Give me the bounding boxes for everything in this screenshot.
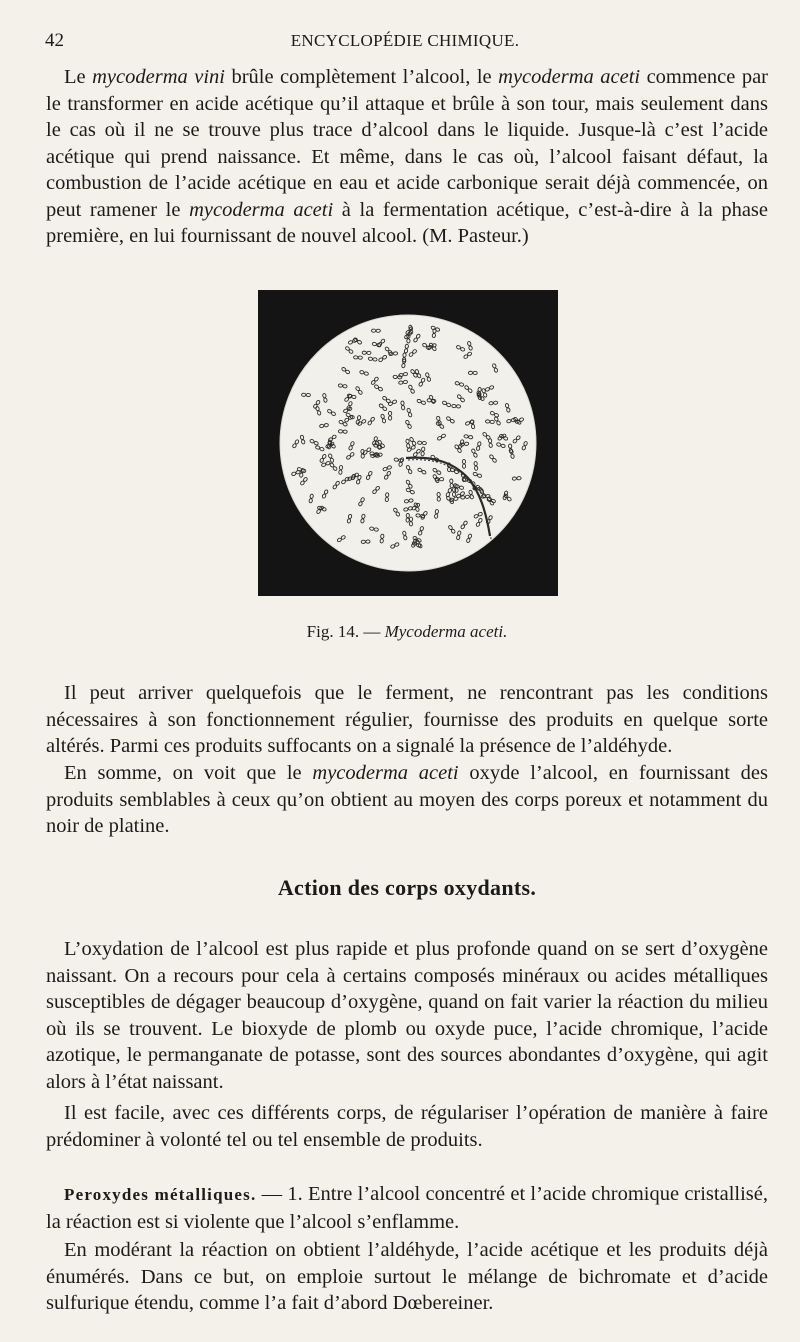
paragraph-metallic-peroxides: Peroxydes métalliques. — 1. Entre l’alcool concentré et l’acide chromique cristallisé, la réaction est si violente que l’alcool s’enflamme. [46,1183,768,1233]
species-name: mycoderma aceti [312,762,459,784]
figure-mycoderma-aceti [258,290,558,596]
run-in-heading: Peroxydes métalliques. [64,1185,257,1204]
page-number: 42 [45,30,64,51]
figure-title: Mycoderma aceti. [384,622,508,641]
species-name: mycoderma aceti [189,198,334,221]
running-head: ENCYCLOPÉDIE CHIMIQUE. [290,31,520,50]
figure-caption [46,622,768,642]
microscope-illustration [258,290,558,596]
paragraph-altered-products: Il peut arriver quelquefois que le ferment, ne rencontrant pas les conditions nécessaires à son fonctionnement régulier, fournisse des produits en quelque sorte altérés. Parmi ces produits suffocants on a signalé la présence de l’aldéhyde. [46,682,768,757]
species-name: mycoderma aceti [498,66,641,88]
section-heading: Action des corps oxydants. [277,875,537,900]
page-header [45,30,765,56]
paragraph-moderated-reaction: En modérant la réaction on obtient l’aldéhyde, l’acide acétique et les produits déjà énumérés. Dans ce but, on emploie surtout le mélange de bichromate et d’acide sulfurique étendu, comme l’a fait d’abord Dœbereiner. [46,1239,768,1314]
paragraph-mycoderma-comparison: Le mycoderma vini brûle complètement l’alcool, le mycoderma aceti commence par le transformer en acide acétique qu’il attaque et brûle à son tour, mais seulement dans le cas où il ne se trouve plus trace d’alcool dans le liquide. Jusque-là c’est l’acide acétique qui prend naissance. Et même, dans le cas où, l’alcool faisant défaut, la combustion de l’acide acétique en eau et acide carbonique serait déjà commencée, on peut ramener le mycoderma aceti à la fermentation acétique, c’est-à-dire à la phase première, en lui fournissant de nouvel alcool. (M. Pasteur.) [46,66,769,247]
paragraph-oxidation: L’oxydation de l’alcool est plus rapide et plus profonde quand on se sert d’oxygène naissant. On a recours pour cela à certains composés minéraux ou acides métalliques susceptibles de dégager beaucoup d’oxygène, quand on fait varier la réaction du milieu où ils se trouvent. Le bioxyde de plomb ou oxyde puce, l’acide chromique, l’acide azotique, le permanganate de potasse, sont des sources abondantes d’oxygène, qui agit alors à l’état naissant. [46,938,768,1093]
paragraph-summary: En somme, on voit que le mycoderma aceti oxyde l’alcool, en fournissant des produits semblables à ceux qu’on obtient au moyen des corps poreux et notamment du noir de platine. [46,762,768,837]
figure-label: Fig. 14. — [306,622,385,641]
species-name: mycoderma vini [92,66,225,88]
paragraph-regulation: Il est facile, avec ces différents corps, de régulariser l’opération de manière à faire prédominer à volonté tel ou tel ensemble de produits. [46,1102,768,1151]
